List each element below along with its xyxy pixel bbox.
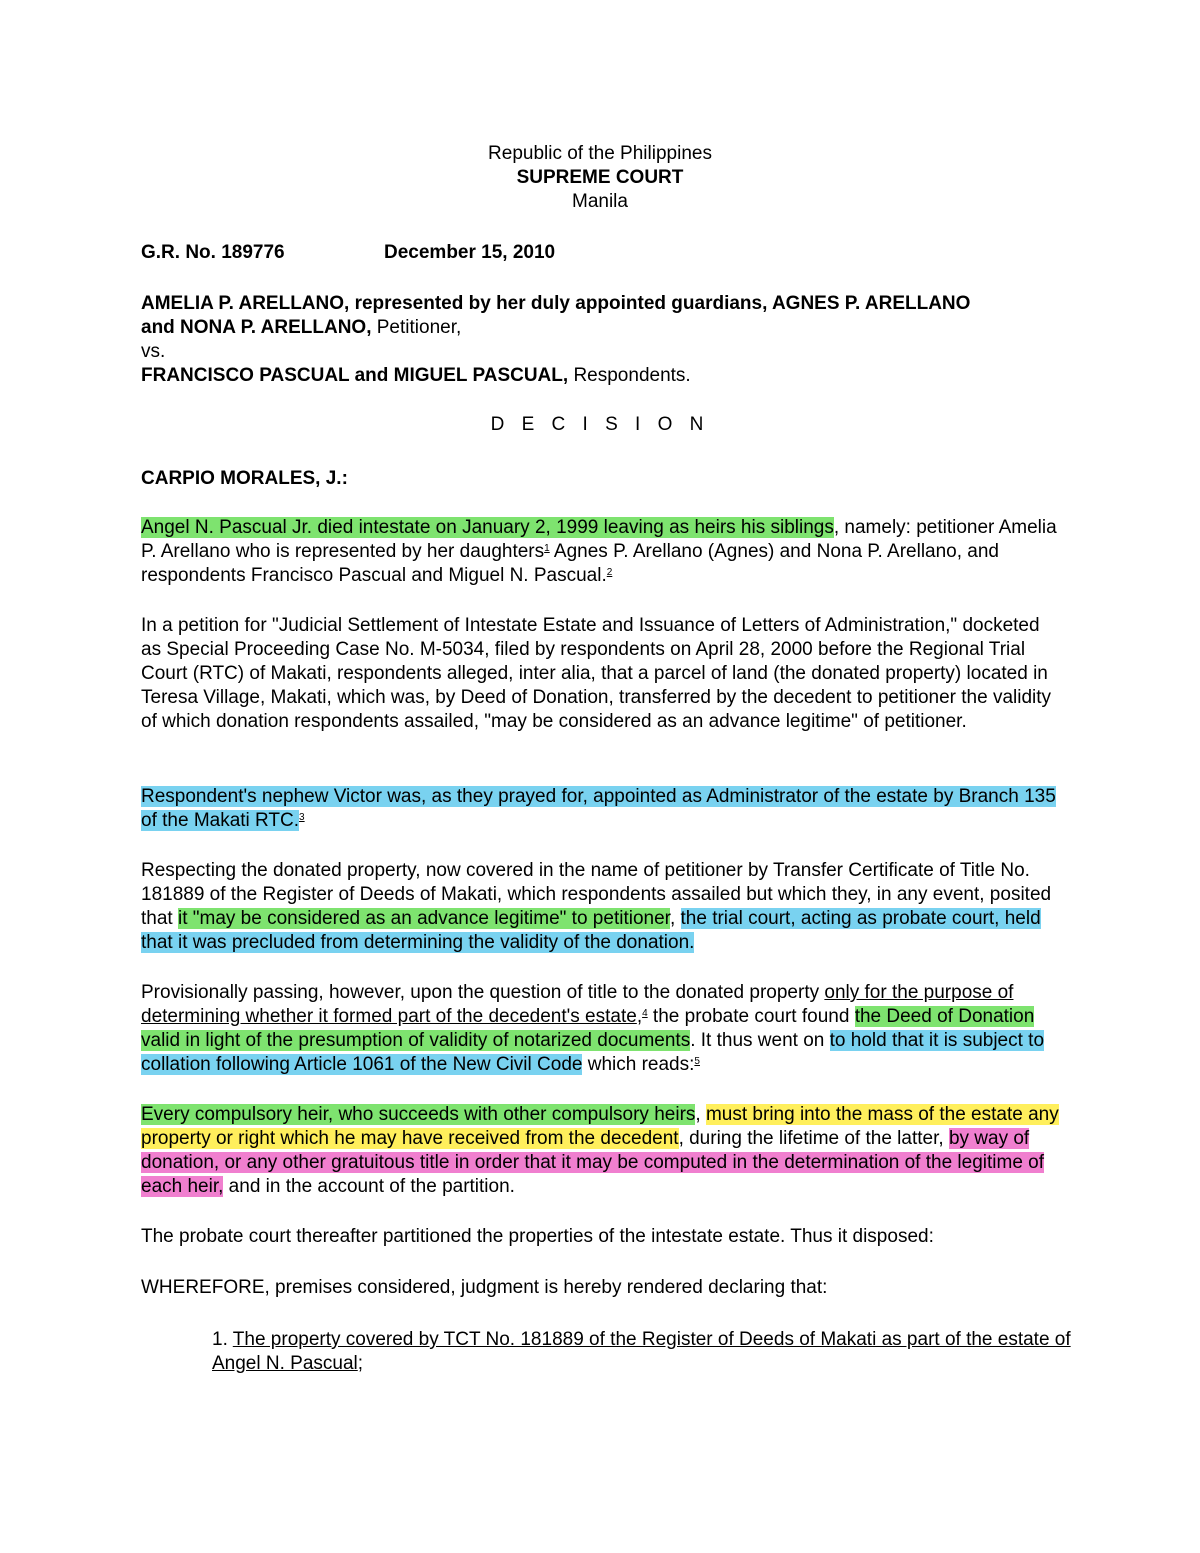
respondent-names: FRANCISCO PASCUAL and MIGUEL PASCUAL, [141,365,569,386]
highlight-blue: the trial court, acting as probate court, held that it was precluded from determining the validity of the donation. [141,908,1041,953]
paragraph-8: WHEREFORE, premises considered, judgment is hereby rendered declaring that: [141,1277,828,1298]
paragraph-6: Every compulsory heir, who succeeds with other compulsory heirs, must bring into the mass of the estate any property or right which he may have received from the decedent, during the lifetime of the latter, by way of donation, or any other gratuitous title in order that it may be computed in the determination of the legitime of each heir, and in the account of the partition. [141,1104,1059,1197]
paragraph-7: The probate court thereafter partitioned the properties of the intestate estate. Thus it disposed: [141,1226,934,1247]
petitioner-role: Petitioner, [371,317,462,338]
versus: vs. [141,341,166,362]
footnote-ref-2[interactable]: 2 [606,567,613,578]
respondent-role: Respondents. [568,365,691,386]
ponente: CARPIO MORALES, J.: [141,468,348,489]
document-header [0,142,1200,214]
highlight-green: the Deed of Donation valid in light of the presumption of validity of notarized documents [141,1006,1035,1051]
highlight-yellow: must bring into the mass of the estate any property or right which he may have received from the decedent [141,1104,1059,1149]
highlight-green: Every compulsory heir, who succeeds with other compulsory heirs [141,1104,696,1125]
paragraph-1: Angel N. Pascual Jr. died intestate on January 2, 1999 leaving as heirs his siblings, namely: petitioner Amelia P. Arellano who is represented by her daughters$^1$ Agnes P. Arellano (Agnes) and Nona P. Arellano, and respondents Francisco Pascual and Miguel N. Pascual.$^2$ [141,517,1057,586]
list-item: 1. The property covered by TCT No. 181889 of the Register of Deeds of Makati as part of the estate of Angel N. Pascual; [212,1329,1071,1374]
highlight-green: Angel N. Pascual Jr. died intestate on January 2, 1999 leaving as heirs his siblings [141,517,834,538]
footnote-ref-3[interactable]: 3 [299,812,305,823]
gr-number: G.R. No. 189776 [141,242,285,263]
city-line: Manila [572,191,628,212]
footnote-ref-1[interactable]: 1 [544,543,550,554]
highlight-blue: to hold that it is subject to collation following Article 1061 of the New Civil Code [141,1030,1045,1075]
underlined-text: only for the purpose of determining whether it formed part of the decedent's estate [141,982,1014,1027]
case-title [141,292,1071,388]
decision-heading: D E C I S I O N [490,414,710,435]
republic-line: Republic of the Philippines [488,143,712,164]
paragraph-4: Respecting the donated property, now covered in the name of petitioner by Transfer Certificate of Title No. 181889 of the Register of Deeds of Makati, which respondents assailed but which they, in any event, posited that it "may be considered as an advance legitime" to petitioner, the trial court, acting as probate court, held that it was precluded from determining the validity of the donation. [141,860,1052,953]
footnote-ref-5[interactable]: 5 [694,1056,700,1067]
paragraph-3 [141,785,1061,833]
underlined-text: The property covered by TCT No. 181889 of the Register of Deeds of Makati as part of the estate of Angel N. Pascual [212,1329,1071,1374]
paragraph-5: Provisionally passing, however, upon the question of title to the donated property only for the purpose of determining whether it formed part of the decedent's estate,$^4$ the probate court found the Deed of Donation valid in light of the presumption of validity of notarized documents. It thus went on to hold that it is subject to collation following Article 1061 of the New Civil Code which reads:$^5$ [141,982,1045,1075]
petitioner-names-2: and NONA P. ARELLANO, [141,317,372,338]
paragraph-2: In a petition for "Judicial Settlement of Intestate Estate and Issuance of Letters of Administration," docketed as Special Proceeding Case No. M-5034, filed by respondents on April 28, 2000 before the Regional Trial Court (RTC) of Makati, respondents alleged, inter alia, that a parcel of land (the donated property) located in Teresa Village, Makati, which was, by Deed of Donation, transferred by the decedent to petitioner the validity of which donation respondents assailed, "may be considered as an advance legitime" of petitioner. [141,615,1052,732]
highlight-green: it "may be considered as an advance legitime" to petitioner [177,908,670,929]
highlight-pink: by way of donation, or any other gratuitous title in order that it may be computed in the determination of the legitime of each heir, [141,1128,1045,1197]
case-number-line [141,241,1061,265]
court-name: SUPREME COURT [516,167,684,188]
footnote-ref-4[interactable]: 4 [642,1008,648,1019]
petitioner-names-1: AMELIA P. ARELLANO, represented by her duly appointed guardians, AGNES P. ARELLANO [141,293,971,314]
highlight-blue: Respondent's nephew Victor was, as they prayed for, appointed as Administrator of the estate by Branch 135 of the Makati RTC. [141,786,1056,831]
decision-date: December 15, 2010 [384,242,556,263]
